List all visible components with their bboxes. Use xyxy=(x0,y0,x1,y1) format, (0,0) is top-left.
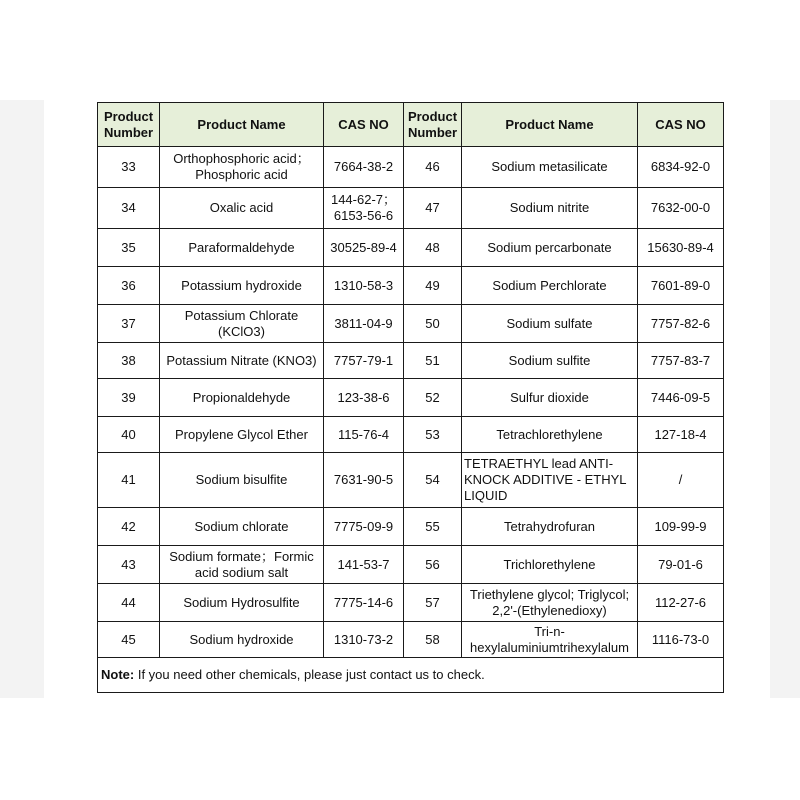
cell-product-name: Sodium hydroxide xyxy=(160,622,324,658)
cell-cas-no: 144-62-7；6153-56-6 xyxy=(324,188,404,229)
cell-product-name: Propionaldehyde xyxy=(160,379,324,417)
cell-product-number: 52 xyxy=(404,379,462,417)
cell-cas-no: 15630-89-4 xyxy=(638,229,724,267)
table-row xyxy=(98,417,724,453)
note-label: Note: xyxy=(101,667,135,682)
cell-product-number: 55 xyxy=(404,508,462,546)
cell-product-name: Trichlorethylene xyxy=(462,546,638,584)
cell-product-name: Tetrachlorethylene xyxy=(462,417,638,453)
cell-product-name: Orthophosphoric acid；Phosphoric acid xyxy=(160,147,324,188)
cell-product-number: 47 xyxy=(404,188,462,229)
cell-product-name: Sodium sulfite xyxy=(462,343,638,379)
cell-product-number: 44 xyxy=(98,584,160,622)
cell-product-name: Sodium sulfate xyxy=(462,305,638,343)
cell-product-name: Tri-n-hexylaluminiumtrihexylalum xyxy=(462,622,638,658)
cell-product-name: TETRAETHYL lead ANTI-KNOCK ADDITIVE - ETHYL LIQUID xyxy=(462,453,638,508)
cell-product-number: 54 xyxy=(404,453,462,508)
note-text: If you need other chemicals, please just contact us to check. xyxy=(134,667,485,682)
cell-product-name: Sodium percarbonate xyxy=(462,229,638,267)
header-cas-no-left: CAS NO xyxy=(324,103,404,147)
cell-cas-no: 30525-89-4 xyxy=(324,229,404,267)
cell-product-number: 51 xyxy=(404,343,462,379)
cell-cas-no: 112-27-6 xyxy=(638,584,724,622)
table-row xyxy=(98,305,724,343)
cell-cas-no: 7664-38-2 xyxy=(324,147,404,188)
cell-product-number: 41 xyxy=(98,453,160,508)
cell-product-number: 49 xyxy=(404,267,462,305)
cell-product-name: Potassium Nitrate (KNO3) xyxy=(160,343,324,379)
cell-product-number: 33 xyxy=(98,147,160,188)
cell-product-number: 34 xyxy=(98,188,160,229)
cell-cas-no: 115-76-4 xyxy=(324,417,404,453)
table-row xyxy=(98,546,724,584)
cell-product-name: Propylene Glycol Ether xyxy=(160,417,324,453)
header-product-name-right: Product Name xyxy=(462,103,638,147)
cell-product-name: Potassium hydroxide xyxy=(160,267,324,305)
cell-product-number: 42 xyxy=(98,508,160,546)
cell-product-number: 38 xyxy=(98,343,160,379)
header-product-number-right: Product Number xyxy=(404,103,462,147)
cell-product-number: 45 xyxy=(98,622,160,658)
table-row xyxy=(98,453,724,508)
header-cas-no-right: CAS NO xyxy=(638,103,724,147)
cell-cas-no: 7775-14-6 xyxy=(324,584,404,622)
cell-cas-no: 7632-00-0 xyxy=(638,188,724,229)
cell-cas-no: 3811-04-9 xyxy=(324,305,404,343)
cell-product-number: 39 xyxy=(98,379,160,417)
table-header-row xyxy=(98,103,724,147)
cell-cas-no: / xyxy=(638,453,724,508)
cell-cas-no: 7631-90-5 xyxy=(324,453,404,508)
table-row xyxy=(98,584,724,622)
cell-product-name: Potassium Chlorate (KClO3) xyxy=(160,305,324,343)
cell-product-number: 53 xyxy=(404,417,462,453)
cell-product-name: Sodium bisulfite xyxy=(160,453,324,508)
cell-cas-no: 6834-92-0 xyxy=(638,147,724,188)
cell-cas-no: 7757-83-7 xyxy=(638,343,724,379)
header-product-name-left: Product Name xyxy=(160,103,324,147)
left-margin-shade xyxy=(0,100,44,698)
cell-cas-no: 79-01-6 xyxy=(638,546,724,584)
cell-cas-no: 7757-82-6 xyxy=(638,305,724,343)
cell-product-name: Sodium Hydrosulfite xyxy=(160,584,324,622)
table-row xyxy=(98,147,724,188)
cell-product-number: 36 xyxy=(98,267,160,305)
table-row xyxy=(98,229,724,267)
cell-product-number: 46 xyxy=(404,147,462,188)
cell-cas-no: 7446-09-5 xyxy=(638,379,724,417)
cell-product-number: 43 xyxy=(98,546,160,584)
note-row xyxy=(98,658,724,693)
cell-product-name: Oxalic acid xyxy=(160,188,324,229)
table-row xyxy=(98,379,724,417)
cell-product-name: Sodium chlorate xyxy=(160,508,324,546)
cell-cas-no: 7757-79-1 xyxy=(324,343,404,379)
cell-product-number: 57 xyxy=(404,584,462,622)
cell-product-number: 56 xyxy=(404,546,462,584)
cell-product-name: Tetrahydrofuran xyxy=(462,508,638,546)
cell-product-number: 48 xyxy=(404,229,462,267)
cell-product-number: 37 xyxy=(98,305,160,343)
cell-cas-no: 7775-09-9 xyxy=(324,508,404,546)
header-product-number-left: Product Number xyxy=(98,103,160,147)
table-row xyxy=(98,343,724,379)
cell-product-number: 35 xyxy=(98,229,160,267)
cell-product-name: Triethylene glycol; Triglycol; 2,2'-(Ethylenedioxy) xyxy=(462,584,638,622)
table-row xyxy=(98,188,724,229)
table-row xyxy=(98,622,724,658)
cell-cas-no: 127-18-4 xyxy=(638,417,724,453)
cell-cas-no: 1310-58-3 xyxy=(324,267,404,305)
product-table xyxy=(97,102,724,693)
cell-product-number: 40 xyxy=(98,417,160,453)
table-body xyxy=(98,147,724,658)
note-cell xyxy=(98,658,724,693)
table-row xyxy=(98,508,724,546)
right-margin-shade xyxy=(770,100,800,698)
cell-product-name: Paraformaldehyde xyxy=(160,229,324,267)
cell-product-number: 58 xyxy=(404,622,462,658)
cell-product-name: Sodium Perchlorate xyxy=(462,267,638,305)
cell-cas-no: 7601-89-0 xyxy=(638,267,724,305)
cell-product-name: Sodium formate；Formic acid sodium salt xyxy=(160,546,324,584)
cell-product-number: 50 xyxy=(404,305,462,343)
table-row xyxy=(98,267,724,305)
cell-cas-no: 1310-73-2 xyxy=(324,622,404,658)
cell-cas-no: 1116-73-0 xyxy=(638,622,724,658)
cell-product-name: Sulfur dioxide xyxy=(462,379,638,417)
cell-cas-no: 123-38-6 xyxy=(324,379,404,417)
cell-product-name: Sodium nitrite xyxy=(462,188,638,229)
cell-product-name: Sodium metasilicate xyxy=(462,147,638,188)
cell-cas-no: 109-99-9 xyxy=(638,508,724,546)
cell-cas-no: 141-53-7 xyxy=(324,546,404,584)
